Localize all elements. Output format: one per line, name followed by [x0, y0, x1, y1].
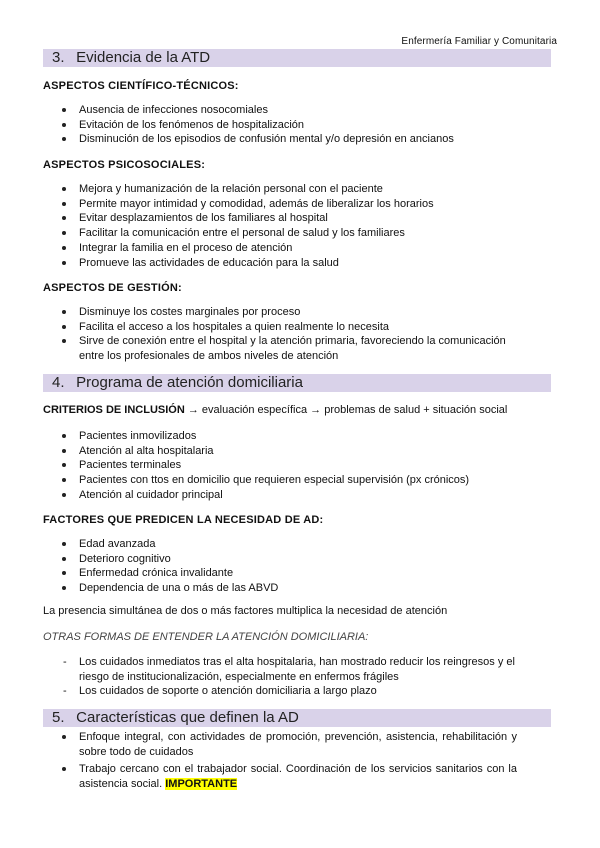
list-item: Permite mayor intimidad y comodidad, además de liberalizar los horarios [0, 197, 560, 212]
list-item: Dependencia de una o más de las ABVD [0, 581, 560, 596]
criteria-line [43, 404, 555, 416]
section-3-title: Evidencia de la ATD [76, 49, 211, 66]
list-item: Edad avanzada [0, 537, 560, 552]
section-5-title: Características que definen la AD [76, 709, 299, 726]
list-item: Pacientes con ttos en domicilio que requieren especial supervisión (px crónicos) [0, 473, 560, 488]
list-item: Sirve de conexión entre el hospital y la atención primaria, favoreciendo la comunicación entre los profesionales de ambos niveles de atención [0, 334, 560, 363]
section-3-heading [43, 49, 551, 67]
list-item: Pacientes inmovilizados [0, 429, 560, 444]
list-psicosociales [0, 182, 560, 270]
list-gestion [0, 305, 560, 364]
list-item: Integrar la familia en el proceso de atención [0, 241, 560, 256]
list-criterios-inclusion [0, 429, 560, 503]
note-paragraph: La presencia simultánea de dos o más factores multiplica la necesidad de atención [43, 605, 448, 617]
list-item: Enfoque integral, con actividades de promoción, prevención, asistencia, rehabilitación y sobre todo de cuidados [0, 730, 560, 759]
list-otras-formas [0, 655, 560, 699]
list-item: Evitación de los fenómenos de hospitalización [0, 118, 560, 133]
criteria-text: → evaluación específica → problemas de salud + situación social [184, 404, 508, 416]
list-item: Enfermedad crónica invalidante [0, 566, 560, 581]
subheading-cientifico-tecnicos: ASPECTOS CIENTÍFICO-TÉCNICOS: [43, 80, 239, 92]
list-item: Evitar desplazamientos de los familiares al hospital [0, 211, 560, 226]
list-factores [0, 537, 560, 596]
list-item: Facilita el acceso a los hospitales a quien realmente lo necesita [0, 320, 560, 335]
list-item: Ausencia de infecciones nosocomiales [0, 103, 560, 118]
list-item: Promueve las actividades de educación para la salud [0, 256, 560, 271]
importante-highlight: IMPORTANTE [165, 778, 238, 791]
list-cientifico-tecnicos [0, 103, 560, 147]
list-item: Disminución de los episodios de confusión mental y/o depresión en ancianos [0, 132, 560, 147]
subheading-factores: FACTORES QUE PREDICEN LA NECESIDAD DE AD: [43, 514, 324, 526]
subheading-gestion: ASPECTOS DE GESTIÓN: [43, 282, 182, 294]
list-caracteristicas [0, 730, 560, 792]
list-item: Atención al cuidador principal [0, 488, 560, 503]
section-4-heading [43, 374, 551, 392]
running-header: Enfermería Familiar y Comunitaria [401, 36, 557, 47]
section-5-heading [43, 709, 551, 727]
section-4-number: 4. [52, 374, 65, 391]
subheading-psicosociales: ASPECTOS PSICOSOCIALES: [43, 159, 206, 171]
list-item [0, 762, 560, 791]
list-item: Mejora y humanización de la relación personal con el paciente [0, 182, 560, 197]
list-item: - Los cuidados de soporte o atención domiciliaria a largo plazo [0, 684, 560, 699]
list-item: Disminuye los costes marginales por proceso [0, 305, 560, 320]
list-item: Deterioro cognitivo [0, 552, 560, 567]
list-item-text: Trabajo cercano con el trabajador social. Coordinación de los servicios sanitarios con la asistencia social. [79, 763, 517, 791]
section-5-number: 5. [52, 709, 65, 726]
list-item: Pacientes terminales [0, 458, 560, 473]
list-item: - Los cuidados inmediatos tras el alta hospitalaria, han mostrado reducir los reingresos y el riesgo de institucionalización, especialmente en enfermos frágiles [0, 655, 560, 684]
list-item: Facilitar la comunicación entre el personal de salud y los familiares [0, 226, 560, 241]
criteria-label: CRITERIOS DE INCLUSIÓN [43, 404, 185, 416]
list-item: Atención al alta hospitalaria [0, 444, 560, 459]
section-3-number: 3. [52, 49, 65, 66]
subheading-otras-formas: OTRAS FORMAS DE ENTENDER LA ATENCIÓN DOMICILIARIA: [43, 631, 369, 643]
section-4-title: Programa de atención domiciliaria [76, 374, 303, 391]
